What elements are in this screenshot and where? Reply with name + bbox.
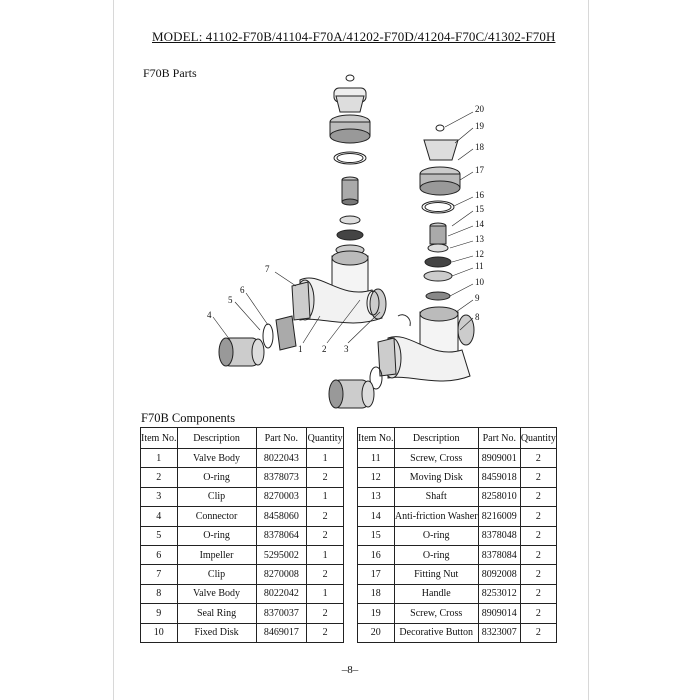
item-no: 6 [141,545,178,564]
description: Connector [177,507,256,526]
callout-17: 17 [475,165,484,175]
item-no: 11 [358,449,395,468]
header-item-no: Item No. [358,428,395,449]
quantity: 2 [520,545,556,564]
item-no: 16 [358,545,395,564]
callout-8: 8 [475,312,480,322]
part-no: 8253012 [478,584,520,603]
header-quantity: Quantity [520,428,556,449]
part-no: 8378064 [256,526,307,545]
item-no: 2 [141,468,178,487]
quantity: 2 [307,565,344,584]
table-header-row [358,428,557,449]
callout-18: 18 [475,142,484,152]
components-table-left [140,427,344,643]
quantity: 2 [520,584,556,603]
description: Seal Ring [177,604,256,623]
description: Screw, Cross [394,604,478,623]
description: Fitting Nut [394,565,478,584]
item-no: 12 [358,468,395,487]
part-no: 8458060 [256,507,307,526]
part-no: 8909001 [478,449,520,468]
callout-2: 2 [322,344,327,354]
table-row [358,487,557,506]
callout-13: 13 [475,234,484,244]
description: Handle [394,584,478,603]
quantity: 1 [307,545,344,564]
header-part-no: Part No. [256,428,307,449]
part-no: 5295002 [256,545,307,564]
exploded-parts-diagram [195,70,505,415]
callout-7: 7 [265,264,270,274]
description: Valve Body [177,449,256,468]
part-no: 8378084 [478,545,520,564]
header-part-no: Part No. [478,428,520,449]
quantity: 1 [307,449,344,468]
part-no: 8469017 [256,623,307,642]
part-no: 8022042 [256,584,307,603]
quantity: 2 [520,487,556,506]
quantity: 2 [307,526,344,545]
table-row [141,507,344,526]
part-no: 8909014 [478,604,520,623]
item-no: 20 [358,623,395,642]
quantity: 2 [520,526,556,545]
description: Valve Body [177,584,256,603]
callout-20: 20 [475,104,484,114]
callout-1: 1 [298,344,303,354]
table-row [141,526,344,545]
header-quantity: Quantity [307,428,344,449]
table-row [141,604,344,623]
header-description: Description [394,428,478,449]
callout-19: 19 [475,121,484,131]
part-no: 8258010 [478,487,520,506]
left-valve-assembly [219,75,386,366]
description: Anti-friction Washer [394,507,478,526]
quantity: 2 [520,565,556,584]
description: O-ring [394,545,478,564]
quantity: 2 [520,468,556,487]
part-no: 8370037 [256,604,307,623]
description: Fixed Disk [177,623,256,642]
table-row [141,545,344,564]
callout-12: 12 [475,249,484,259]
callout-4: 4 [207,310,212,320]
description: Impeller [177,545,256,564]
description: O-ring [177,526,256,545]
item-no: 18 [358,584,395,603]
description: O-ring [177,468,256,487]
header-description: Description [177,428,256,449]
part-no: 8378048 [478,526,520,545]
item-no: 5 [141,526,178,545]
callout-5: 5 [228,295,233,305]
description: Decorative Button [394,623,478,642]
table-row [141,623,344,642]
table-row [358,449,557,468]
part-no: 8323007 [478,623,520,642]
quantity: 2 [520,623,556,642]
callout-6: 6 [240,285,245,295]
table-row [141,584,344,603]
description: Shaft [394,487,478,506]
description: Moving Disk [394,468,478,487]
item-no: 8 [141,584,178,603]
quantity: 2 [307,604,344,623]
callout-3: 3 [344,344,349,354]
parts-section-title: F70B Parts [143,66,197,80]
callout-9: 9 [475,293,480,303]
table-row [358,604,557,623]
callout-14: 14 [475,219,484,229]
part-no: 8216009 [478,507,520,526]
part-no: 8459018 [478,468,520,487]
components-table-right [357,427,557,643]
part-no: 8270003 [256,487,307,506]
table-header-row [141,428,344,449]
item-no: 17 [358,565,395,584]
callout-11: 11 [475,261,484,271]
components-section-title: F70B Components [141,411,236,425]
item-no: 1 [141,449,178,468]
table-row [358,545,557,564]
item-no: 7 [141,565,178,584]
part-no: 8378073 [256,468,307,487]
table-row [141,487,344,506]
page-number: –8– [341,664,359,676]
part-no: 8092008 [478,565,520,584]
callout-15: 15 [475,204,484,214]
table-row [358,565,557,584]
quantity: 2 [520,449,556,468]
item-no: 14 [358,507,395,526]
part-no: 8022043 [256,449,307,468]
quantity: 2 [520,507,556,526]
table-row [358,526,557,545]
callout-10: 10 [475,277,484,287]
item-no: 10 [141,623,178,642]
table-row [141,565,344,584]
item-no: 9 [141,604,178,623]
model-title: MODEL: 41102-F70B/41104-F70A/41202-F70D/41204-F70C/41302-F70H [152,29,556,44]
quantity: 2 [307,468,344,487]
item-no: 4 [141,507,178,526]
quantity: 2 [307,507,344,526]
quantity: 2 [307,623,344,642]
item-no: 15 [358,526,395,545]
callout-16: 16 [475,190,484,200]
table-row [358,584,557,603]
header-item-no: Item No. [141,428,178,449]
description: Clip [177,487,256,506]
description: Clip [177,565,256,584]
table-row [141,449,344,468]
description: Screw, Cross [394,449,478,468]
table-row [358,468,557,487]
item-no: 3 [141,487,178,506]
item-no: 19 [358,604,395,623]
quantity: 2 [520,604,556,623]
table-row [358,507,557,526]
table-row [141,468,344,487]
description: O-ring [394,526,478,545]
table-row [358,623,557,642]
quantity: 1 [307,487,344,506]
part-no: 8270008 [256,565,307,584]
item-no: 13 [358,487,395,506]
quantity: 1 [307,584,344,603]
